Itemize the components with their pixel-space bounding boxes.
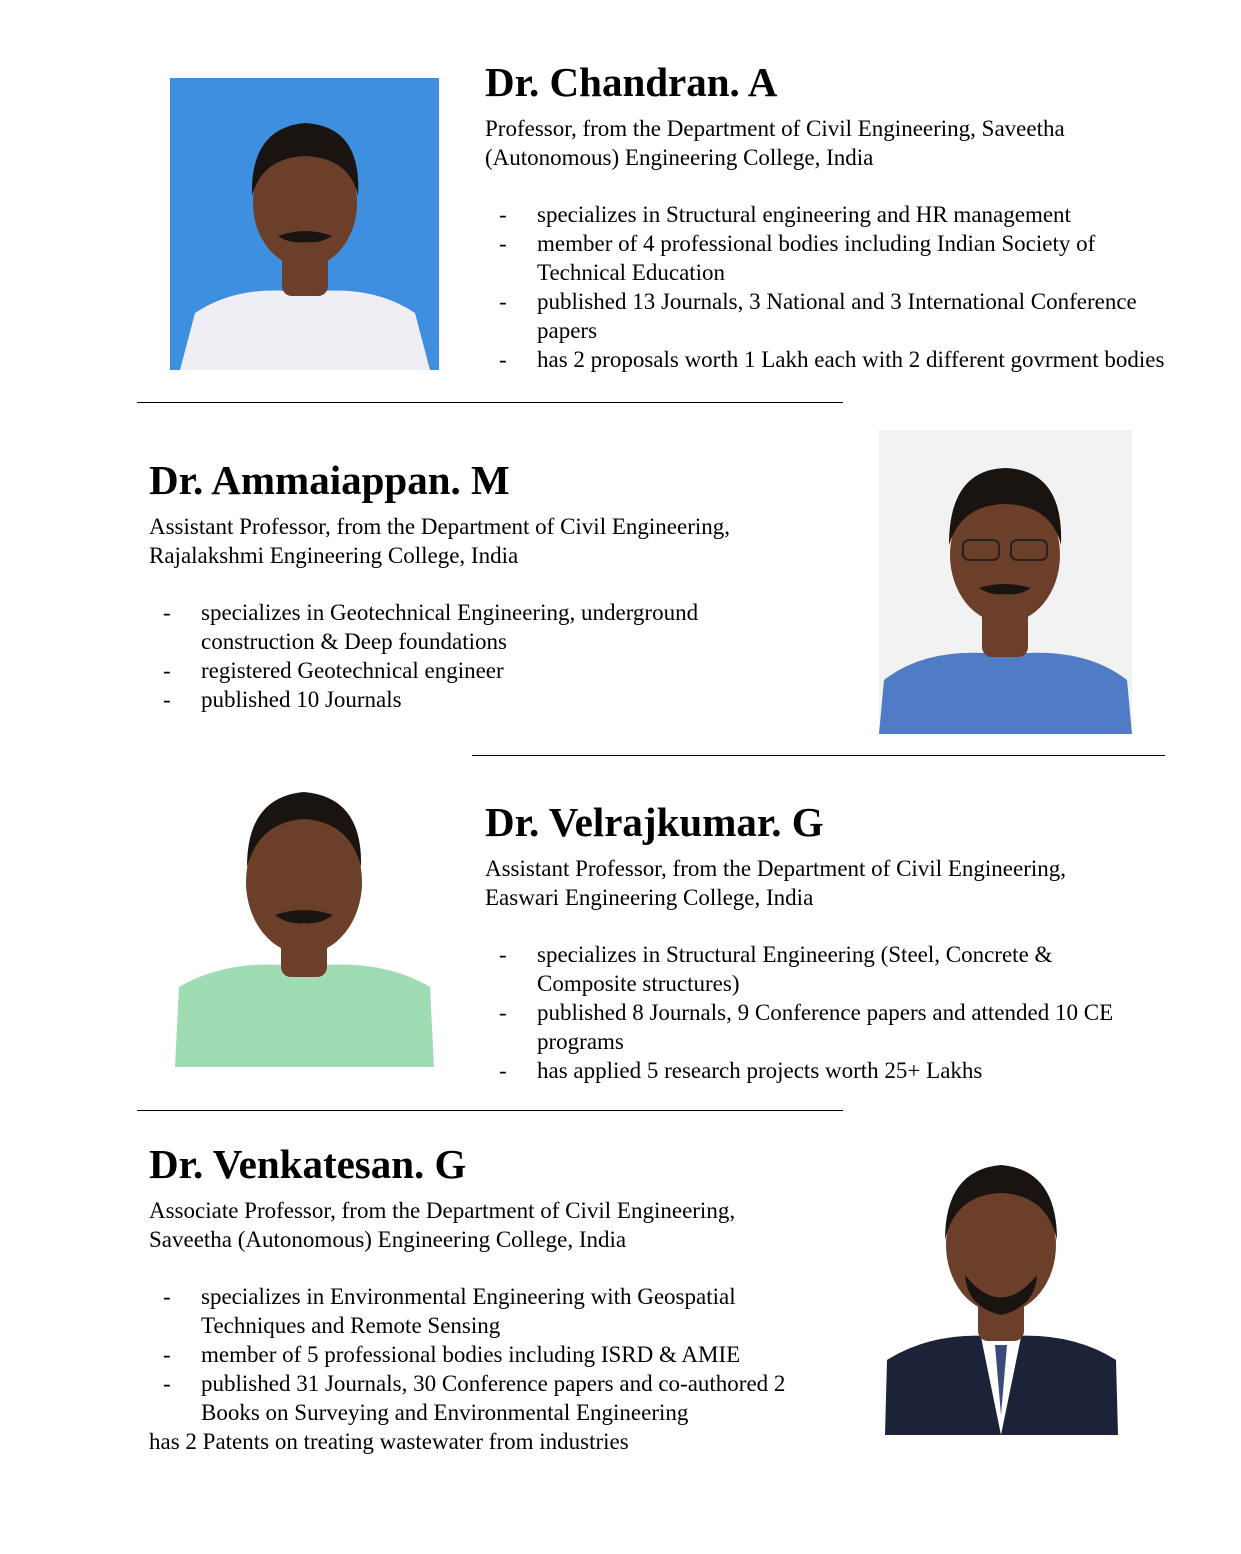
profile-title: Associate Professor, from the Department of Civil Engineering, Saveetha (Autonomous) Engineering College, India: [149, 1198, 736, 1252]
profile-facts-list: [485, 200, 1165, 374]
list-item: - published 13 Journals, 3 National and 3 International Conference papers: [499, 289, 1137, 343]
list-item: - has applied 5 research projects worth 25+ Lakhs: [499, 1058, 983, 1083]
portrait-photo-ammaiappan: [879, 430, 1132, 734]
list-item: - member of 5 professional bodies including ISRD & AMIE: [163, 1342, 741, 1367]
portrait-photo-velrajkumar: [175, 787, 434, 1067]
profile-name: Dr. Venkatesan. G: [149, 1141, 467, 1187]
portrait-photo-venkatesan: [885, 1145, 1118, 1435]
portrait-image: [170, 78, 439, 370]
divider-line: [137, 402, 843, 403]
profile-name: Dr. Ammaiappan. M: [149, 457, 510, 503]
profile-venkatesan: [149, 1142, 849, 1456]
portrait-image: [175, 787, 434, 1067]
profile-chandran: [485, 60, 1185, 374]
divider-line: [472, 755, 1165, 756]
profile-facts-list: [149, 598, 769, 714]
profile-extra-note: has 2 Patents on treating wastewater from industries: [149, 1429, 629, 1454]
list-item: - specializes in Structural Engineering (Steel, Concrete & Composite structures): [499, 942, 1053, 996]
list-item: - specializes in Environmental Engineering with Geospatial Techniques and Remote Sensing: [163, 1284, 736, 1338]
portrait-image: [879, 430, 1132, 734]
list-item: - registered Geotechnical engineer: [163, 658, 504, 683]
profile-name: Dr. Chandran. A: [485, 59, 778, 105]
list-item: - published 8 Journals, 9 Conference papers and attended 10 CE programs: [499, 1000, 1114, 1054]
portrait-image: [885, 1145, 1118, 1435]
profile-title: Assistant Professor, from the Department of Civil Engineering, Rajalakshmi Engineering College, India: [149, 514, 730, 568]
list-item: - published 31 Journals, 30 Conference papers and co-authored 2 Books on Surveying and Environmental Engineering: [163, 1371, 786, 1425]
profile-name: Dr. Velrajkumar. G: [485, 799, 824, 845]
profile-ammaiappan: [149, 458, 849, 714]
profile-facts-list: [485, 940, 1135, 1085]
portrait-photo-chandran: [170, 78, 439, 370]
list-item: - specializes in Geotechnical Engineering, underground construction & Deep foundations: [163, 600, 699, 654]
profile-facts-list: [149, 1282, 829, 1427]
list-item: - member of 4 professional bodies including Indian Society of Technical Education: [499, 231, 1096, 285]
list-item: - published 10 Journals: [163, 687, 402, 712]
list-item: - has 2 proposals worth 1 Lakh each with 2 different govrment bodies: [499, 347, 1165, 372]
list-item: - specializes in Structural engineering and HR management: [499, 202, 1071, 227]
divider-line: [137, 1110, 843, 1111]
profile-title: Professor, from the Department of Civil Engineering, Saveetha (Autonomous) Engineering College, India: [485, 116, 1065, 170]
profile-velrajkumar: [485, 800, 1185, 1085]
profile-title: Assistant Professor, from the Department of Civil Engineering, Easwari Engineering College, India: [485, 856, 1066, 910]
